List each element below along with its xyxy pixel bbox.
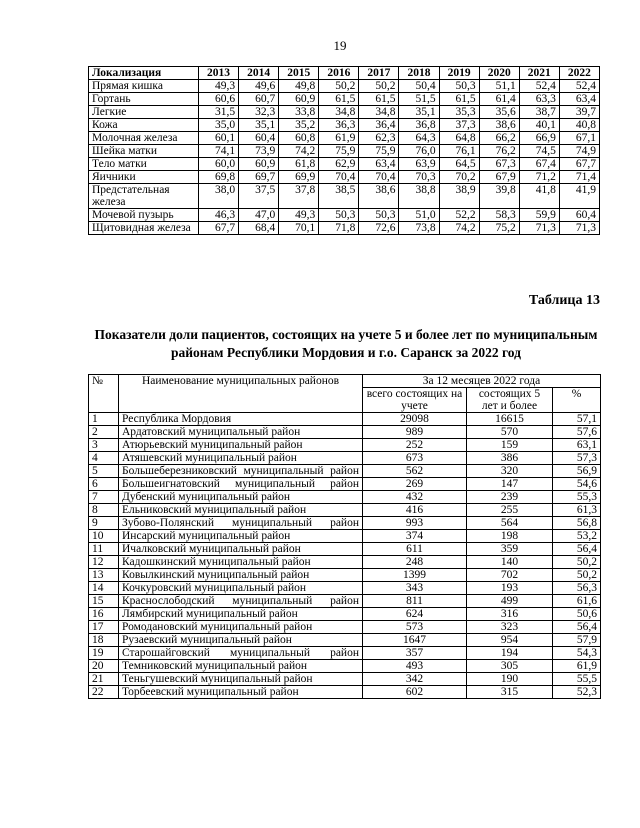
district-name-cell: Ковылкинский муниципальный район <box>119 569 363 582</box>
value-cell: 51,5 <box>399 93 439 106</box>
localization-cell: Щитовидная железа <box>89 222 199 235</box>
value-cell: 38,9 <box>439 184 479 209</box>
table-row <box>89 452 601 465</box>
value-cell: 72,6 <box>359 222 399 235</box>
value-cell: 60,4 <box>559 209 599 222</box>
value-cell: 60,0 <box>199 158 239 171</box>
header-5-years: состоящих 5 лет и более <box>467 388 553 413</box>
five-years-cell: 255 <box>467 504 553 517</box>
table-row <box>89 504 601 517</box>
row-num-cell: 9 <box>89 517 119 530</box>
table-row <box>89 119 600 132</box>
value-cell: 36,3 <box>319 119 359 132</box>
district-name-cell: Кадошкинский муниципальный район <box>119 556 363 569</box>
total-cell: 248 <box>363 556 467 569</box>
table-row <box>89 222 600 235</box>
five-years-cell: 190 <box>467 673 553 686</box>
table-row <box>89 184 600 209</box>
total-cell: 374 <box>363 530 467 543</box>
value-cell: 61,5 <box>439 93 479 106</box>
value-cell: 33,8 <box>279 106 319 119</box>
five-years-cell: 320 <box>467 465 553 478</box>
value-cell: 76,1 <box>439 145 479 158</box>
total-cell: 989 <box>363 426 467 439</box>
five-years-cell: 570 <box>467 426 553 439</box>
value-cell: 59,9 <box>519 209 559 222</box>
row-num-cell: 4 <box>89 452 119 465</box>
value-cell: 40,1 <box>519 119 559 132</box>
value-cell: 38,8 <box>399 184 439 209</box>
value-cell: 49,3 <box>199 80 239 93</box>
header-year: 2020 <box>479 67 519 80</box>
value-cell: 69,9 <box>279 171 319 184</box>
five-years-cell: 159 <box>467 439 553 452</box>
value-cell: 58,3 <box>479 209 519 222</box>
localization-cell: Шейка матки <box>89 145 199 158</box>
district-name-cell: Краснослободский муниципальный район <box>119 595 363 608</box>
five-years-cell: 194 <box>467 647 553 660</box>
row-num-cell: 6 <box>89 478 119 491</box>
value-cell: 35,0 <box>199 119 239 132</box>
total-cell: 1399 <box>363 569 467 582</box>
value-cell: 37,3 <box>439 119 479 132</box>
header-period: За 12 месяцев 2022 года <box>363 375 601 388</box>
value-cell: 60,7 <box>239 93 279 106</box>
table-row <box>89 132 600 145</box>
table-row <box>89 647 601 660</box>
row-num-cell: 16 <box>89 608 119 621</box>
table-header-row <box>89 375 601 388</box>
value-cell: 46,3 <box>199 209 239 222</box>
table-row <box>89 209 600 222</box>
total-cell: 432 <box>363 491 467 504</box>
district-name-cell: Большеберезниковский муниципальный район <box>119 465 363 478</box>
row-num-cell: 3 <box>89 439 119 452</box>
table-row <box>89 426 601 439</box>
table-header-row <box>89 67 600 80</box>
total-cell: 416 <box>363 504 467 517</box>
value-cell: 38,6 <box>359 184 399 209</box>
value-cell: 74,9 <box>559 145 599 158</box>
row-num-cell: 1 <box>89 413 119 426</box>
value-cell: 67,1 <box>559 132 599 145</box>
value-cell: 61,5 <box>359 93 399 106</box>
total-cell: 252 <box>363 439 467 452</box>
value-cell: 38,0 <box>199 184 239 209</box>
localization-cell: Молочная железа <box>89 132 199 145</box>
district-name-cell: Торбеевский муниципальный район <box>119 686 363 699</box>
district-name-cell: Республика Мордовия <box>119 413 363 426</box>
value-cell: 69,8 <box>199 171 239 184</box>
table-row <box>89 93 600 106</box>
total-cell: 343 <box>363 582 467 595</box>
header-year: 2017 <box>359 67 399 80</box>
value-cell: 37,8 <box>279 184 319 209</box>
header-year: 2018 <box>399 67 439 80</box>
percent-cell: 56,8 <box>553 517 601 530</box>
row-num-cell: 12 <box>89 556 119 569</box>
row-num-cell: 7 <box>89 491 119 504</box>
total-cell: 269 <box>363 478 467 491</box>
total-cell: 993 <box>363 517 467 530</box>
value-cell: 60,9 <box>279 93 319 106</box>
value-cell: 75,9 <box>319 145 359 158</box>
percent-cell: 57,6 <box>553 426 601 439</box>
value-cell: 50,3 <box>359 209 399 222</box>
total-cell: 611 <box>363 543 467 556</box>
value-cell: 35,1 <box>399 106 439 119</box>
value-cell: 60,6 <box>199 93 239 106</box>
percent-cell: 55,3 <box>553 491 601 504</box>
value-cell: 36,4 <box>359 119 399 132</box>
page-number: 19 <box>333 38 347 53</box>
table-row <box>89 491 601 504</box>
district-name-cell: Атюрьевский муниципальный район <box>119 439 363 452</box>
value-cell: 39,8 <box>479 184 519 209</box>
value-cell: 70,3 <box>399 171 439 184</box>
districts-table <box>88 374 601 699</box>
five-years-cell: 323 <box>467 621 553 634</box>
value-cell: 61,5 <box>319 93 359 106</box>
five-years-cell: 359 <box>467 543 553 556</box>
table-row <box>89 686 601 699</box>
five-years-cell: 315 <box>467 686 553 699</box>
value-cell: 74,5 <box>519 145 559 158</box>
row-num-cell: 13 <box>89 569 119 582</box>
value-cell: 51,1 <box>479 80 519 93</box>
value-cell: 67,3 <box>479 158 519 171</box>
localization-cell: Яичники <box>89 171 199 184</box>
percent-cell: 56,4 <box>553 621 601 634</box>
value-cell: 75,9 <box>359 145 399 158</box>
value-cell: 37,5 <box>239 184 279 209</box>
value-cell: 71,3 <box>559 222 599 235</box>
percent-cell: 56,4 <box>553 543 601 556</box>
total-cell: 624 <box>363 608 467 621</box>
value-cell: 74,1 <box>199 145 239 158</box>
localization-table <box>88 66 600 235</box>
table-row <box>89 158 600 171</box>
header-percent: % <box>553 388 601 413</box>
localization-cell: Мочевой пузырь <box>89 209 199 222</box>
percent-cell: 54,3 <box>553 647 601 660</box>
percent-cell: 57,1 <box>553 413 601 426</box>
five-years-cell: 198 <box>467 530 553 543</box>
district-name-cell: Лямбирский муниципальный район <box>119 608 363 621</box>
table-row <box>89 530 601 543</box>
five-years-cell: 564 <box>467 517 553 530</box>
value-cell: 64,8 <box>439 132 479 145</box>
row-num-cell: 22 <box>89 686 119 699</box>
value-cell: 61,9 <box>319 132 359 145</box>
total-cell: 673 <box>363 452 467 465</box>
total-cell: 1647 <box>363 634 467 647</box>
value-cell: 70,4 <box>359 171 399 184</box>
value-cell: 35,2 <box>279 119 319 132</box>
value-cell: 70,2 <box>439 171 479 184</box>
row-num-cell: 2 <box>89 426 119 439</box>
value-cell: 74,2 <box>279 145 319 158</box>
value-cell: 35,6 <box>479 106 519 119</box>
percent-cell: 53,2 <box>553 530 601 543</box>
value-cell: 49,3 <box>279 209 319 222</box>
row-num-cell: 21 <box>89 673 119 686</box>
table-row <box>89 621 601 634</box>
value-cell: 52,2 <box>439 209 479 222</box>
header-num: № <box>89 375 119 413</box>
percent-cell: 50,2 <box>553 569 601 582</box>
value-cell: 38,5 <box>319 184 359 209</box>
value-cell: 49,8 <box>279 80 319 93</box>
table-title: Показатели доли пациентов, состоящих на учете 5 и более лет по муниципальным районам Республики Мордовия и г.о. Саранск за 2022 год <box>94 327 598 360</box>
district-name-cell: Большеигнатовский муниципальный район <box>119 478 363 491</box>
value-cell: 66,9 <box>519 132 559 145</box>
localization-cell: Тело матки <box>89 158 199 171</box>
value-cell: 41,8 <box>519 184 559 209</box>
value-cell: 71,8 <box>319 222 359 235</box>
percent-cell: 54,6 <box>553 478 601 491</box>
table-row <box>89 478 601 491</box>
table-row <box>89 582 601 595</box>
table-row <box>89 517 601 530</box>
value-cell: 63,3 <box>519 93 559 106</box>
row-num-cell: 18 <box>89 634 119 647</box>
value-cell: 34,8 <box>359 106 399 119</box>
value-cell: 40,8 <box>559 119 599 132</box>
district-name-cell: Ельниковский муниципальный район <box>119 504 363 517</box>
total-cell: 342 <box>363 673 467 686</box>
value-cell: 39,7 <box>559 106 599 119</box>
district-name-cell: Атяшевский муниципальный район <box>119 452 363 465</box>
value-cell: 51,0 <box>399 209 439 222</box>
five-years-cell: 386 <box>467 452 553 465</box>
district-name-cell: Инсарский муниципальный район <box>119 530 363 543</box>
header-year: 2013 <box>199 67 239 80</box>
table-row <box>89 595 601 608</box>
percent-cell: 63,1 <box>553 439 601 452</box>
table-row <box>89 556 601 569</box>
value-cell: 64,3 <box>399 132 439 145</box>
table-row <box>89 439 601 452</box>
row-num-cell: 15 <box>89 595 119 608</box>
value-cell: 50,3 <box>319 209 359 222</box>
header-year: 2022 <box>559 67 599 80</box>
table-row <box>89 145 600 158</box>
five-years-cell: 239 <box>467 491 553 504</box>
header-year: 2015 <box>279 67 319 80</box>
value-cell: 74,2 <box>439 222 479 235</box>
value-cell: 71,2 <box>519 171 559 184</box>
value-cell: 36,8 <box>399 119 439 132</box>
total-cell: 602 <box>363 686 467 699</box>
percent-cell: 56,9 <box>553 465 601 478</box>
five-years-cell: 16615 <box>467 413 553 426</box>
district-name-cell: Темниковский муниципальный район <box>119 660 363 673</box>
localization-cell: Кожа <box>89 119 199 132</box>
value-cell: 63,9 <box>399 158 439 171</box>
value-cell: 50,3 <box>439 80 479 93</box>
value-cell: 70,4 <box>319 171 359 184</box>
value-cell: 61,4 <box>479 93 519 106</box>
table-row <box>89 171 600 184</box>
five-years-cell: 193 <box>467 582 553 595</box>
value-cell: 38,7 <box>519 106 559 119</box>
table-row <box>89 465 601 478</box>
value-cell: 73,8 <box>399 222 439 235</box>
value-cell: 31,5 <box>199 106 239 119</box>
value-cell: 68,4 <box>239 222 279 235</box>
header-district-name: Наименование муниципальных районов <box>119 375 363 413</box>
five-years-cell: 954 <box>467 634 553 647</box>
district-name-cell: Дубенский муниципальный район <box>119 491 363 504</box>
total-cell: 811 <box>363 595 467 608</box>
district-name-cell: Ардатовский муниципальный район <box>119 426 363 439</box>
total-cell: 29098 <box>363 413 467 426</box>
localization-cell: Прямая кишка <box>89 80 199 93</box>
localization-cell: Гортань <box>89 93 199 106</box>
table-row <box>89 634 601 647</box>
total-cell: 573 <box>363 621 467 634</box>
percent-cell: 57,3 <box>553 452 601 465</box>
row-num-cell: 17 <box>89 621 119 634</box>
value-cell: 67,9 <box>479 171 519 184</box>
header-year: 2019 <box>439 67 479 80</box>
table-row <box>89 660 601 673</box>
header-localization: Локализация <box>89 67 199 80</box>
percent-cell: 61,9 <box>553 660 601 673</box>
value-cell: 60,4 <box>239 132 279 145</box>
value-cell: 62,3 <box>359 132 399 145</box>
percent-cell: 50,2 <box>553 556 601 569</box>
value-cell: 60,8 <box>279 132 319 145</box>
header-year: 2016 <box>319 67 359 80</box>
district-name-cell: Рузаевский муниципальный район <box>119 634 363 647</box>
table-row <box>89 569 601 582</box>
row-num-cell: 14 <box>89 582 119 595</box>
percent-cell: 57,9 <box>553 634 601 647</box>
table-label: Таблица 13 <box>528 293 600 308</box>
header-total: всего состоящих на учете <box>363 388 467 413</box>
total-cell: 562 <box>363 465 467 478</box>
value-cell: 32,3 <box>239 106 279 119</box>
value-cell: 52,4 <box>519 80 559 93</box>
value-cell: 76,0 <box>399 145 439 158</box>
percent-cell: 61,6 <box>553 595 601 608</box>
five-years-cell: 499 <box>467 595 553 608</box>
percent-cell: 55,5 <box>553 673 601 686</box>
value-cell: 69,7 <box>239 171 279 184</box>
five-years-cell: 140 <box>467 556 553 569</box>
value-cell: 41,9 <box>559 184 599 209</box>
table-row <box>89 673 601 686</box>
percent-cell: 52,3 <box>553 686 601 699</box>
value-cell: 62,9 <box>319 158 359 171</box>
value-cell: 67,7 <box>199 222 239 235</box>
value-cell: 70,1 <box>279 222 319 235</box>
row-num-cell: 20 <box>89 660 119 673</box>
header-year: 2014 <box>239 67 279 80</box>
value-cell: 76,2 <box>479 145 519 158</box>
value-cell: 52,4 <box>559 80 599 93</box>
localization-cell: Легкие <box>89 106 199 119</box>
table-row <box>89 543 601 556</box>
district-name-cell: Старошайговский муниципальный район <box>119 647 363 660</box>
header-year: 2021 <box>519 67 559 80</box>
value-cell: 61,8 <box>279 158 319 171</box>
value-cell: 75,2 <box>479 222 519 235</box>
value-cell: 50,4 <box>399 80 439 93</box>
table-row <box>89 80 600 93</box>
value-cell: 64,5 <box>439 158 479 171</box>
five-years-cell: 316 <box>467 608 553 621</box>
total-cell: 493 <box>363 660 467 673</box>
value-cell: 50,2 <box>359 80 399 93</box>
five-years-cell: 702 <box>467 569 553 582</box>
value-cell: 73,9 <box>239 145 279 158</box>
total-cell: 357 <box>363 647 467 660</box>
value-cell: 60,9 <box>239 158 279 171</box>
five-years-cell: 305 <box>467 660 553 673</box>
table-row <box>89 106 600 119</box>
row-num-cell: 11 <box>89 543 119 556</box>
percent-cell: 61,3 <box>553 504 601 517</box>
value-cell: 50,2 <box>319 80 359 93</box>
percent-cell: 50,6 <box>553 608 601 621</box>
value-cell: 35,3 <box>439 106 479 119</box>
value-cell: 71,4 <box>559 171 599 184</box>
district-name-cell: Ичалковский муниципальный район <box>119 543 363 556</box>
value-cell: 47,0 <box>239 209 279 222</box>
row-num-cell: 19 <box>89 647 119 660</box>
percent-cell: 56,3 <box>553 582 601 595</box>
value-cell: 67,7 <box>559 158 599 171</box>
value-cell: 49,6 <box>239 80 279 93</box>
localization-cell: Предстательная железа <box>89 184 199 209</box>
row-num-cell: 5 <box>89 465 119 478</box>
district-name-cell: Теньгушевский муниципальный район <box>119 673 363 686</box>
value-cell: 34,8 <box>319 106 359 119</box>
value-cell: 63,4 <box>359 158 399 171</box>
table-row <box>89 608 601 621</box>
value-cell: 71,3 <box>519 222 559 235</box>
district-name-cell: Зубово-Полянский муниципальный район <box>119 517 363 530</box>
value-cell: 38,6 <box>479 119 519 132</box>
value-cell: 35,1 <box>239 119 279 132</box>
table-row <box>89 413 601 426</box>
value-cell: 63,4 <box>559 93 599 106</box>
value-cell: 66,2 <box>479 132 519 145</box>
value-cell: 60,1 <box>199 132 239 145</box>
district-name-cell: Кочкуровский муниципальный район <box>119 582 363 595</box>
row-num-cell: 8 <box>89 504 119 517</box>
five-years-cell: 147 <box>467 478 553 491</box>
district-name-cell: Ромодановский муниципальный район <box>119 621 363 634</box>
value-cell: 67,4 <box>519 158 559 171</box>
row-num-cell: 10 <box>89 530 119 543</box>
